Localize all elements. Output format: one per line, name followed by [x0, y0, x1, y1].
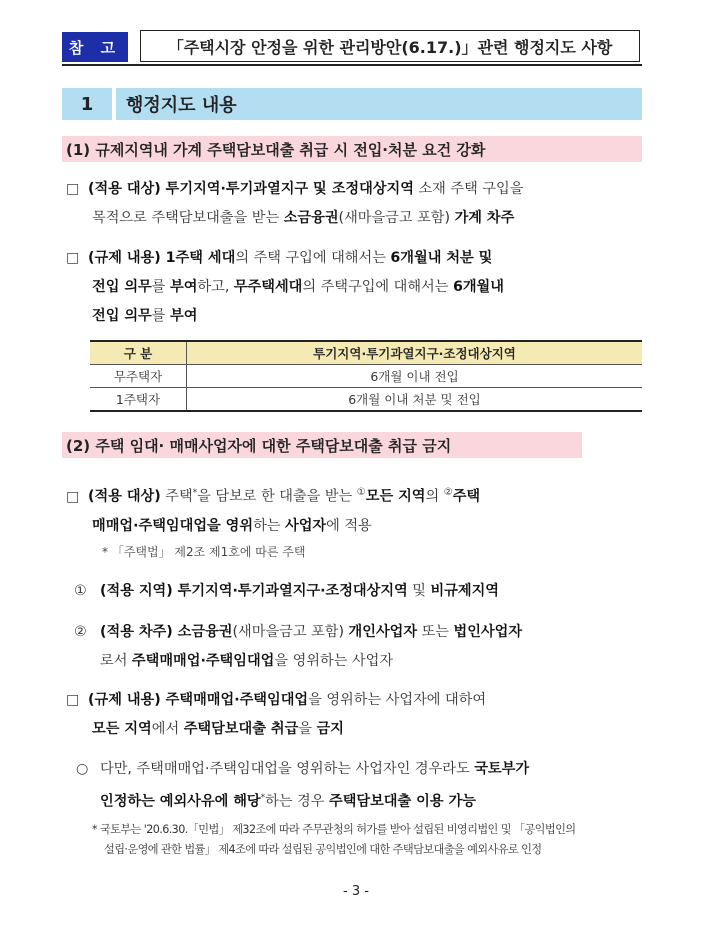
header-divider [62, 64, 642, 66]
sub2-rule-paragraph: □ (규제 내용) 주택매매업·주택임대업을 영위하는 사업자에 대하여 모든 지역에서 주택담보대출 취급을 금지 [66, 686, 646, 744]
checkbox-square-icon: □ [66, 181, 80, 197]
subsection-1-heading: (1) 규제지역내 가계 주택담보대출 취급 시 전입·처분 요건 강화 [62, 136, 642, 162]
requirement-table [90, 340, 642, 412]
table-header-cell: 투기지역·투기과열지구·조정대상지역 [187, 341, 643, 365]
exception-footnote: * 국토부는 '20.6.30.「민법」 제32조에 따라 주무관청의 허가를 받아 설립된 비영리법인 및 「공익법인의 설립·운영에 관한 법률」 제4조에 따라 설립된 공익법인에 대한 주택담보대출을 예외사유로 인정 [92, 823, 576, 856]
document-title: 「주택시장 안정을 위한 관리방안(6.17.)」관련 행정지도 사항 [140, 30, 640, 62]
applicable-borrower-paragraph: ② (적용 차주) 소금융권(새마을금고 포함) 개인사업자 또는 법인사업자 로서 주택매매업·주택임대업을 영위하는 사업자 [74, 618, 646, 676]
page-number: - 3 - [343, 884, 369, 899]
checkbox-square-icon: □ [66, 488, 80, 505]
reference-badge: 참 고 [62, 32, 128, 62]
sub1-rule-paragraph: □ (규제 내용) 1주택 세대의 주택 구입에 대해서는 6개월내 처분 및 전입 의무를 부여하고, 무주택세대의 주택구입에 대해서는 6개월내 전입 의무를 부여 [66, 244, 646, 331]
circled-number-icon: ① [74, 583, 87, 599]
housing-law-footnote: * 「주택법」 제2조 제1호에 따른 주택 [102, 545, 306, 559]
table-cell: 6개월 이내 전입 [187, 365, 643, 388]
table-row [90, 365, 642, 388]
applicable-area-paragraph: ① (적용 지역) 투기지역·투기과열지구·조정대상지역 및 비규제지역 [74, 577, 654, 606]
exception-paragraph: ○ 다만, 주택매매업·주택임대업을 영위하는 사업자인 경우라도 국토부가 인정하는 예외사유에 해당*하는 경우 주택담보대출 이용 가능 [76, 755, 646, 817]
checkbox-square-icon: □ [66, 250, 80, 266]
section-title: 행정지도 내용 [116, 88, 642, 120]
sub2-target-paragraph: □ (적용 대상) 주택*을 담보로 한 대출을 받는 ①모든 지역의 ②주택 매매업·주택임대업을 영위하는 사업자에 적용 [66, 478, 646, 541]
table-cell: 무주택자 [90, 365, 187, 388]
table-header-cell: 구 분 [90, 341, 187, 365]
table-header-row [90, 341, 642, 365]
section-number: 1 [62, 88, 112, 120]
table-cell: 6개월 이내 처분 및 전입 [187, 388, 643, 412]
subsection-2-heading: (2) 주택 임대· 매매사업자에 대한 주택담보대출 취급 금지 [62, 432, 582, 458]
bullet-circle-icon: ○ [76, 761, 89, 777]
table-cell: 1주택자 [90, 388, 187, 412]
table-row [90, 388, 642, 412]
circled-number-icon: ② [74, 624, 87, 640]
sub1-target-paragraph: □ (적용 대상) 투기지역·투기과열지구 및 조정대상지역 소재 주택 구입을 목적으로 주택담보대출을 받는 소금융권(새마을금고 포함) 가계 차주 [66, 175, 646, 233]
checkbox-square-icon: □ [66, 692, 80, 708]
